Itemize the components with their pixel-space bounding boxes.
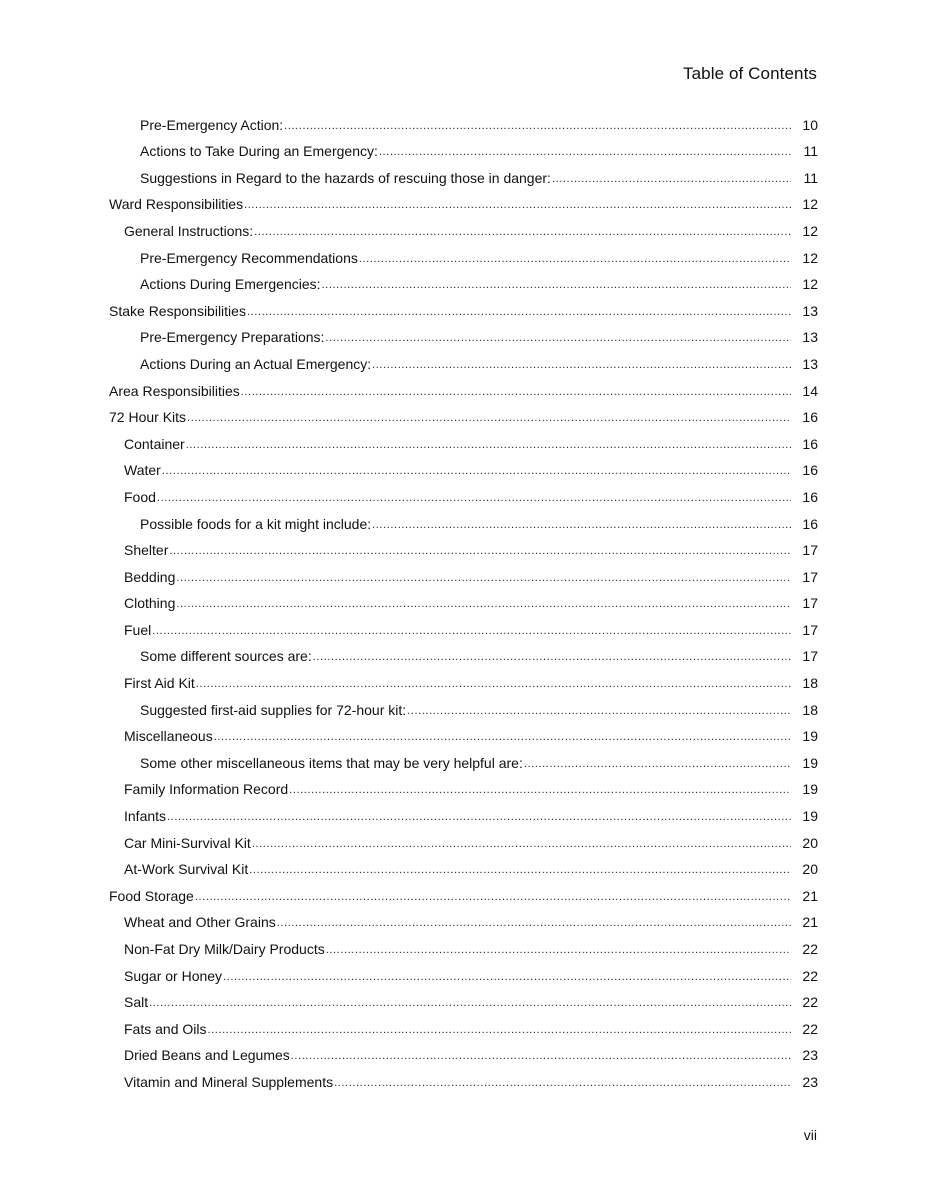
toc-entry-title: Pre-Emergency Recommendations (140, 249, 358, 266)
toc-entry[interactable] (0, 453, 926, 480)
toc-entry-page: 14 (802, 382, 818, 399)
toc-entry[interactable] (0, 559, 926, 586)
toc-entry[interactable] (0, 346, 926, 373)
toc-entry[interactable] (0, 134, 926, 161)
toc-entry-title: Actions During Emergencies: (140, 276, 321, 293)
toc-entry-page: 20 (802, 834, 818, 851)
toc-entry-page: 12 (802, 196, 818, 213)
toc-entry-title: Fuel (124, 621, 152, 638)
toc-entry-page: 16 (802, 515, 818, 532)
toc-entry-title: Clothing (124, 595, 176, 612)
toc-entry-page: 16 (802, 435, 818, 452)
toc-dot-leader (223, 969, 791, 985)
toc-entry-page: 17 (802, 648, 818, 665)
page-title: Table of Contents (682, 64, 817, 83)
toc-entry[interactable] (0, 692, 926, 719)
toc-entry-title: Stake Responsibilities (109, 302, 246, 319)
toc-entry[interactable] (0, 825, 926, 852)
toc-entry-page: 18 (802, 701, 818, 718)
toc-entry[interactable] (0, 240, 926, 267)
toc-entry-title: Food Storage (109, 887, 194, 904)
toc-dot-leader (214, 729, 791, 745)
toc-entry[interactable] (0, 533, 926, 560)
toc-entry-title: Area Responsibilities (109, 382, 240, 399)
toc-entry-title: Infants (124, 808, 167, 825)
toc-entry-title: Miscellaneous (124, 728, 213, 745)
toc-entry[interactable] (0, 479, 926, 506)
toc-entry-title: First Aid Kit (124, 675, 195, 692)
toc-entry-page: 13 (802, 355, 818, 372)
toc-entry[interactable] (0, 506, 926, 533)
toc-dot-leader (313, 649, 791, 665)
toc-dot-leader (372, 357, 791, 373)
toc-dot-leader (284, 118, 791, 134)
toc-entry-title: Family Information Record (124, 781, 289, 798)
toc-entry-page: 23 (802, 1047, 818, 1064)
toc-entry-page: 17 (802, 621, 818, 638)
toc-entry-title: Some different sources are: (140, 648, 312, 665)
toc-dot-leader (359, 251, 791, 267)
toc-entry[interactable] (0, 1038, 926, 1065)
toc-entry-page: 17 (802, 542, 818, 559)
toc-dot-leader (249, 862, 791, 878)
toc-entry[interactable] (0, 586, 926, 613)
toc-entry[interactable] (0, 160, 926, 187)
toc-entry-title: Some other miscellaneous items that may be very helpful are: (140, 754, 523, 771)
toc-entry-page: 12 (802, 276, 818, 293)
toc-entry-page: 22 (802, 967, 818, 984)
toc-entry[interactable] (0, 187, 926, 214)
toc-entry-page: 22 (802, 941, 818, 957)
toc-entry-title: Food (124, 488, 156, 505)
toc-entry-title: Sugar or Honey (124, 967, 223, 984)
toc-entry-page: 20 (802, 861, 818, 878)
toc-entry[interactable] (0, 878, 926, 905)
toc-dot-leader (325, 330, 791, 346)
toc-entry[interactable] (0, 639, 926, 666)
toc-dot-leader (157, 490, 791, 506)
toc-entry[interactable] (0, 320, 926, 347)
toc-entry-page: 12 (802, 249, 818, 266)
toc-entry-title: Vitamin and Mineral Supplements (124, 1073, 334, 1090)
toc-dot-leader (244, 197, 791, 213)
toc-entry-title: Ward Responsibilities (109, 196, 244, 213)
toc-dot-leader (322, 277, 791, 293)
toc-entry-page: 11 (803, 143, 818, 160)
toc-dot-leader (241, 384, 791, 400)
toc-entry-title: Car Mini-Survival Kit (124, 834, 251, 851)
toc-entry-page: 22 (802, 1020, 818, 1037)
toc-entry[interactable] (0, 612, 926, 639)
toc-entry-title: Salt (124, 994, 149, 1011)
toc-entry-title: Possible foods for a kit might include: (140, 515, 372, 532)
toc-dot-leader (186, 437, 791, 453)
toc-dot-leader (254, 224, 791, 240)
toc-entry-page: 13 (802, 329, 818, 346)
toc-entry[interactable] (0, 772, 926, 799)
toc-dot-leader (372, 517, 791, 533)
toc-entry-title: Bedding (124, 568, 176, 585)
toc-entry-page: 16 (802, 409, 818, 426)
toc-entry-page: 11 (803, 169, 818, 186)
toc-entry-title: Container (124, 435, 185, 452)
toc-entry-page: 16 (802, 488, 818, 505)
toc-entry-title: Dried Beans and Legumes (124, 1047, 290, 1064)
toc-dot-leader (379, 144, 791, 160)
page-number: vii (803, 1127, 817, 1143)
toc-entry[interactable] (0, 107, 926, 134)
toc-entry[interactable] (0, 293, 926, 320)
toc-dot-leader (169, 543, 791, 559)
toc-dot-leader (291, 1048, 791, 1064)
toc-dot-leader (277, 915, 791, 931)
toc-entry[interactable] (0, 745, 926, 772)
toc-entry[interactable] (0, 985, 926, 1012)
toc-dot-leader (326, 942, 791, 958)
toc-dot-leader (207, 1022, 791, 1038)
toc-entry-title: Actions During an Actual Emergency: (140, 355, 372, 372)
toc-entry[interactable] (0, 1011, 926, 1038)
toc-entry-title: Water (124, 462, 161, 479)
toc-entry[interactable] (0, 213, 926, 240)
toc-dot-leader (187, 410, 791, 426)
toc-entry-page: 19 (802, 808, 818, 825)
toc-entry[interactable] (0, 665, 926, 692)
toc-entry[interactable] (0, 852, 926, 879)
toc-entry[interactable] (0, 905, 926, 932)
toc-entry[interactable] (0, 426, 926, 453)
toc-entry-page: 22 (802, 994, 818, 1011)
toc-entry-title: 72 Hour Kits (109, 409, 187, 426)
toc-entry-page: 17 (802, 568, 818, 585)
toc-entry-page: 16 (802, 462, 818, 479)
toc-dot-leader (176, 596, 791, 612)
toc-dot-leader (152, 623, 791, 639)
toc-entry-title: Actions to Take During an Emergency: (140, 143, 378, 160)
toc-entry-title: Pre-Emergency Preparations: (140, 329, 325, 346)
toc-entry-page: 21 (802, 914, 818, 931)
toc-entry-title: Fats and Oils (124, 1020, 207, 1037)
toc-entry[interactable] (0, 1064, 926, 1091)
toc-dot-leader (195, 889, 791, 905)
toc-entry[interactable] (0, 373, 926, 400)
toc-entry[interactable] (0, 400, 926, 427)
toc-dot-leader (407, 703, 791, 719)
toc-dot-leader (176, 570, 791, 586)
toc-entry-title: General Instructions: (124, 222, 254, 239)
toc-dot-leader (149, 995, 791, 1011)
toc-entry-title: Wheat and Other Grains (124, 914, 276, 931)
toc-dot-leader (167, 809, 791, 825)
toc-dot-leader (247, 304, 791, 320)
toc-entry-page: 12 (802, 222, 818, 239)
toc-entry-title: Shelter (124, 542, 169, 559)
toc-entry[interactable] (0, 719, 926, 746)
toc-dot-leader (252, 836, 791, 852)
toc-entry-title: At-Work Survival Kit (124, 861, 249, 878)
toc-entry-page: 19 (802, 781, 818, 798)
toc-entry[interactable] (0, 267, 926, 294)
toc-entry-page: 10 (802, 116, 818, 133)
toc-dot-leader (552, 171, 791, 187)
toc-dot-leader (162, 463, 791, 479)
toc-entry-page: 19 (802, 728, 818, 745)
toc-dot-leader (334, 1075, 791, 1091)
toc-dot-leader (289, 782, 791, 798)
toc-entry[interactable] (0, 798, 926, 825)
toc-entry-page: 17 (802, 595, 818, 612)
table-of-contents (0, 107, 926, 1091)
toc-entry-page: 23 (802, 1073, 818, 1090)
toc-entry-title: Suggested first-aid supplies for 72-hour kit: (140, 701, 407, 718)
toc-dot-leader (196, 676, 791, 692)
toc-entry[interactable] (0, 931, 926, 958)
toc-entry-page: 18 (802, 675, 818, 692)
toc-dot-leader (524, 756, 791, 772)
toc-entry-page: 19 (802, 754, 818, 771)
toc-entry-title: Non-Fat Dry Milk/Dairy Products (124, 941, 325, 957)
toc-entry-title: Pre-Emergency Action: (140, 116, 284, 133)
toc-entry[interactable] (0, 958, 926, 985)
toc-entry-page: 21 (802, 887, 818, 904)
toc-entry-title: Suggestions in Regard to the hazards of rescuing those in danger: (140, 169, 551, 186)
toc-entry-page: 13 (802, 302, 818, 319)
